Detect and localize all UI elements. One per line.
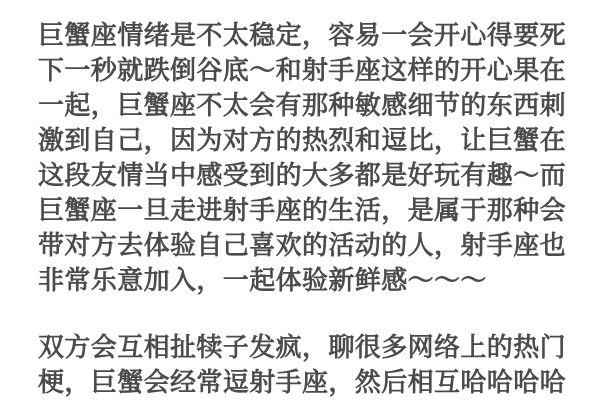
text-line: 巨蟹座一旦走进射手座的生活，是属于那种会: [38, 196, 567, 226]
paragraph-2: [38, 331, 568, 401]
text-line: 一起，巨蟹座不太会有那种敏感细节的东西刺: [38, 91, 567, 121]
text-line: 激到自己，因为对方的热烈和逗比，让巨蟹在: [38, 126, 567, 156]
paragraph-1: [38, 19, 568, 299]
text-line: 巨蟹座情绪是不太稳定，容易一会开心得要死: [38, 21, 567, 51]
text-line: 这段友情当中感受到的大多都是好玩有趣～而: [38, 161, 567, 191]
article-body: [38, 0, 568, 400]
text-line: 下一秒就跌倒谷底～和射手座这样的开心果在: [38, 56, 567, 86]
text-line: 梗，巨蟹会经常逗射手座，然后相互哈哈哈哈: [38, 368, 567, 398]
text-line: 带对方去体验自己喜欢的活动的人，射手座也: [38, 231, 567, 261]
text-line: 非常乐意加入，一起体验新鲜感～～～: [38, 266, 487, 296]
text-line: 双方会互相扯犊子发疯，聊很多网络上的热门: [38, 333, 567, 363]
